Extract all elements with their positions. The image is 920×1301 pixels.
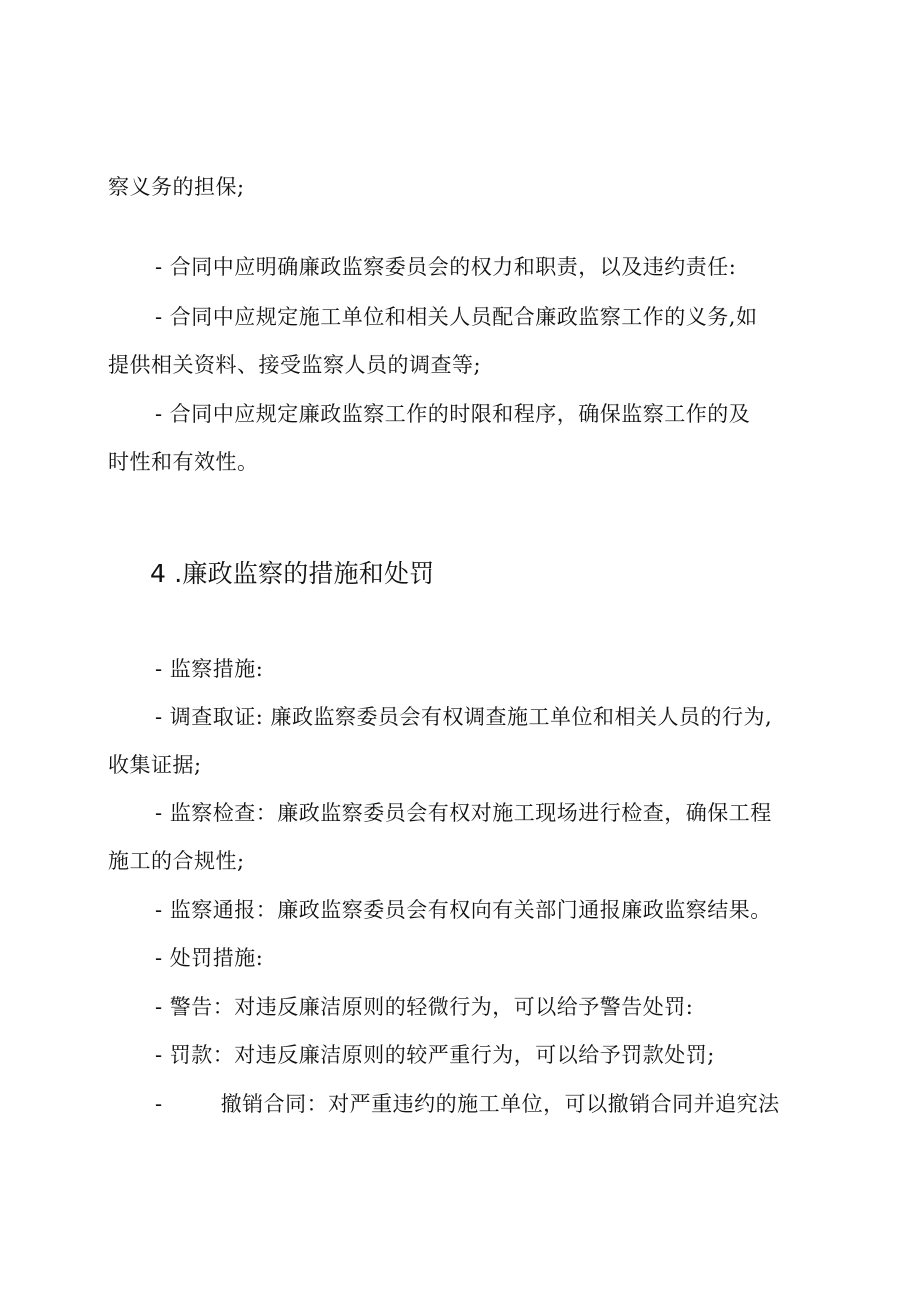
section-heading: 4 .廉政监察的措施和处罚 <box>150 559 435 588</box>
section-line-8: - 警告：对违反廉洁原则的轻微行为，可以给予警告处罚: <box>155 995 694 1019</box>
paragraph-line-4: 提供相关资料、接受监察人员的调查等; <box>108 353 482 377</box>
section-line-7: - 处罚措施: <box>155 946 264 970</box>
section-line-2: - 调查取证: 廉政监察委员会有权调查施工单位和相关人员的行为, <box>155 705 773 729</box>
section-line-4: - 监察检查：廉政监察委员会有权对施工现场进行检查，确保工程 <box>155 801 772 825</box>
section-line-10 <box>155 1089 780 1119</box>
section-line-6: - 监察通报：廉政监察委员会有权向有关部门通报廉政监察结果。 <box>155 898 772 922</box>
paragraph-line-6: 时性和有效性。 <box>108 450 259 474</box>
section-line-1: - 监察措施: <box>155 657 264 681</box>
paragraph-line-3: - 合同中应规定施工单位和相关人员配合廉政监察工作的义务,如 <box>155 305 758 329</box>
section-line-5: 施工的合规性; <box>108 849 245 873</box>
paragraph-line-2: - 合同中应明确廉政监察委员会的权力和职责，以及违约责任: <box>155 255 737 279</box>
paragraph-line-1: 察义务的担保; <box>108 175 245 199</box>
section-line-3: 收集证据; <box>108 753 202 777</box>
last-line-dash: - <box>155 1092 163 1116</box>
section-line-9: - 罚款：对违反廉洁原则的较严重行为，可以给予罚款处罚; <box>155 1043 715 1067</box>
last-line-text: 撤销合同：对严重违约的施工单位，可以撤销合同并追究法 <box>220 1092 780 1116</box>
paragraph-line-5: - 合同中应规定廉政监察工作的时限和程序，确保监察工作的及 <box>155 402 751 426</box>
